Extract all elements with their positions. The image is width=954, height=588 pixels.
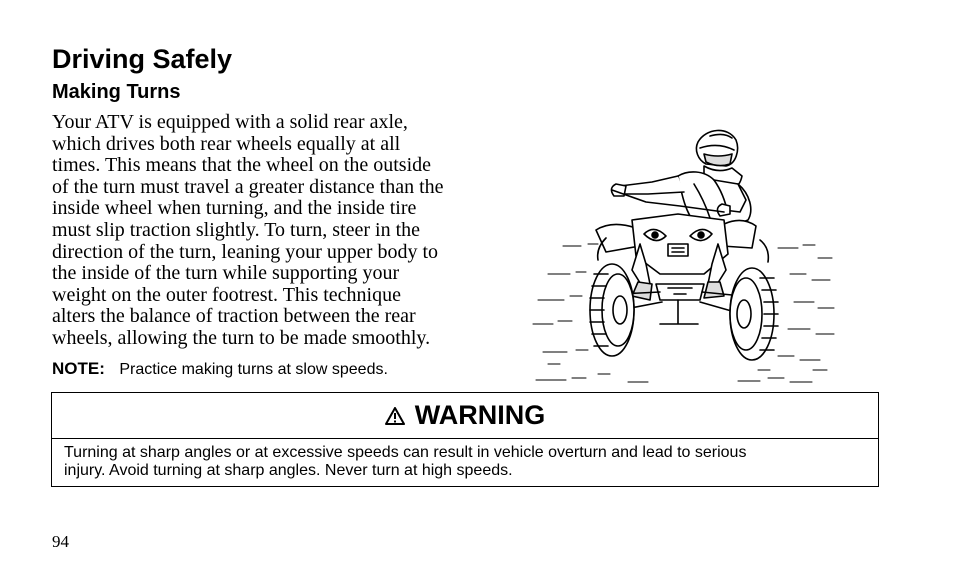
body-line: times. This means that the wheel on the outside <box>52 154 432 177</box>
warning-box <box>51 392 879 487</box>
body-line: the inside of the turn while supporting your <box>52 262 400 285</box>
body-line: which drives both rear wheels equally at all <box>52 132 401 155</box>
warning-text <box>52 439 878 480</box>
body-line: inside wheel when turning, and the inside tire <box>52 197 417 220</box>
body-line: must slip traction slightly. To turn, steer in the <box>52 218 421 241</box>
body-line: wheels, allowing the turn to be made smoothly. <box>52 326 431 349</box>
section-title: Driving Safely <box>52 44 233 74</box>
body-line: alters the balance of traction between the rear <box>52 305 416 328</box>
warning-header <box>52 393 878 439</box>
body-paragraph <box>52 112 498 350</box>
note <box>52 359 388 380</box>
body-line: direction of the turn, leaning your upper body to <box>52 240 439 263</box>
note-text: Practice making turns at slow speeds. <box>119 361 388 378</box>
body-line: of the turn must travel a greater distance than the <box>52 175 444 198</box>
body-line: weight on the outer footrest. This technique <box>52 283 401 306</box>
warning-line: injury. Avoid turning at sharp angles. Never turn at high speeds. <box>64 462 513 479</box>
warning-triangle-icon <box>385 407 405 425</box>
warning-title: WARNING <box>414 400 546 430</box>
warning-line: Turning at sharp angles or at excessive speeds can result in vehicle overturn and lead to serious <box>64 444 747 461</box>
subsection-title: Making Turns <box>52 81 181 103</box>
atv-rider-illustration <box>528 124 844 386</box>
page-number: 94 <box>52 532 69 551</box>
note-label: NOTE: <box>52 359 105 378</box>
body-line: Your ATV is equipped with a solid rear axle, <box>52 111 408 133</box>
